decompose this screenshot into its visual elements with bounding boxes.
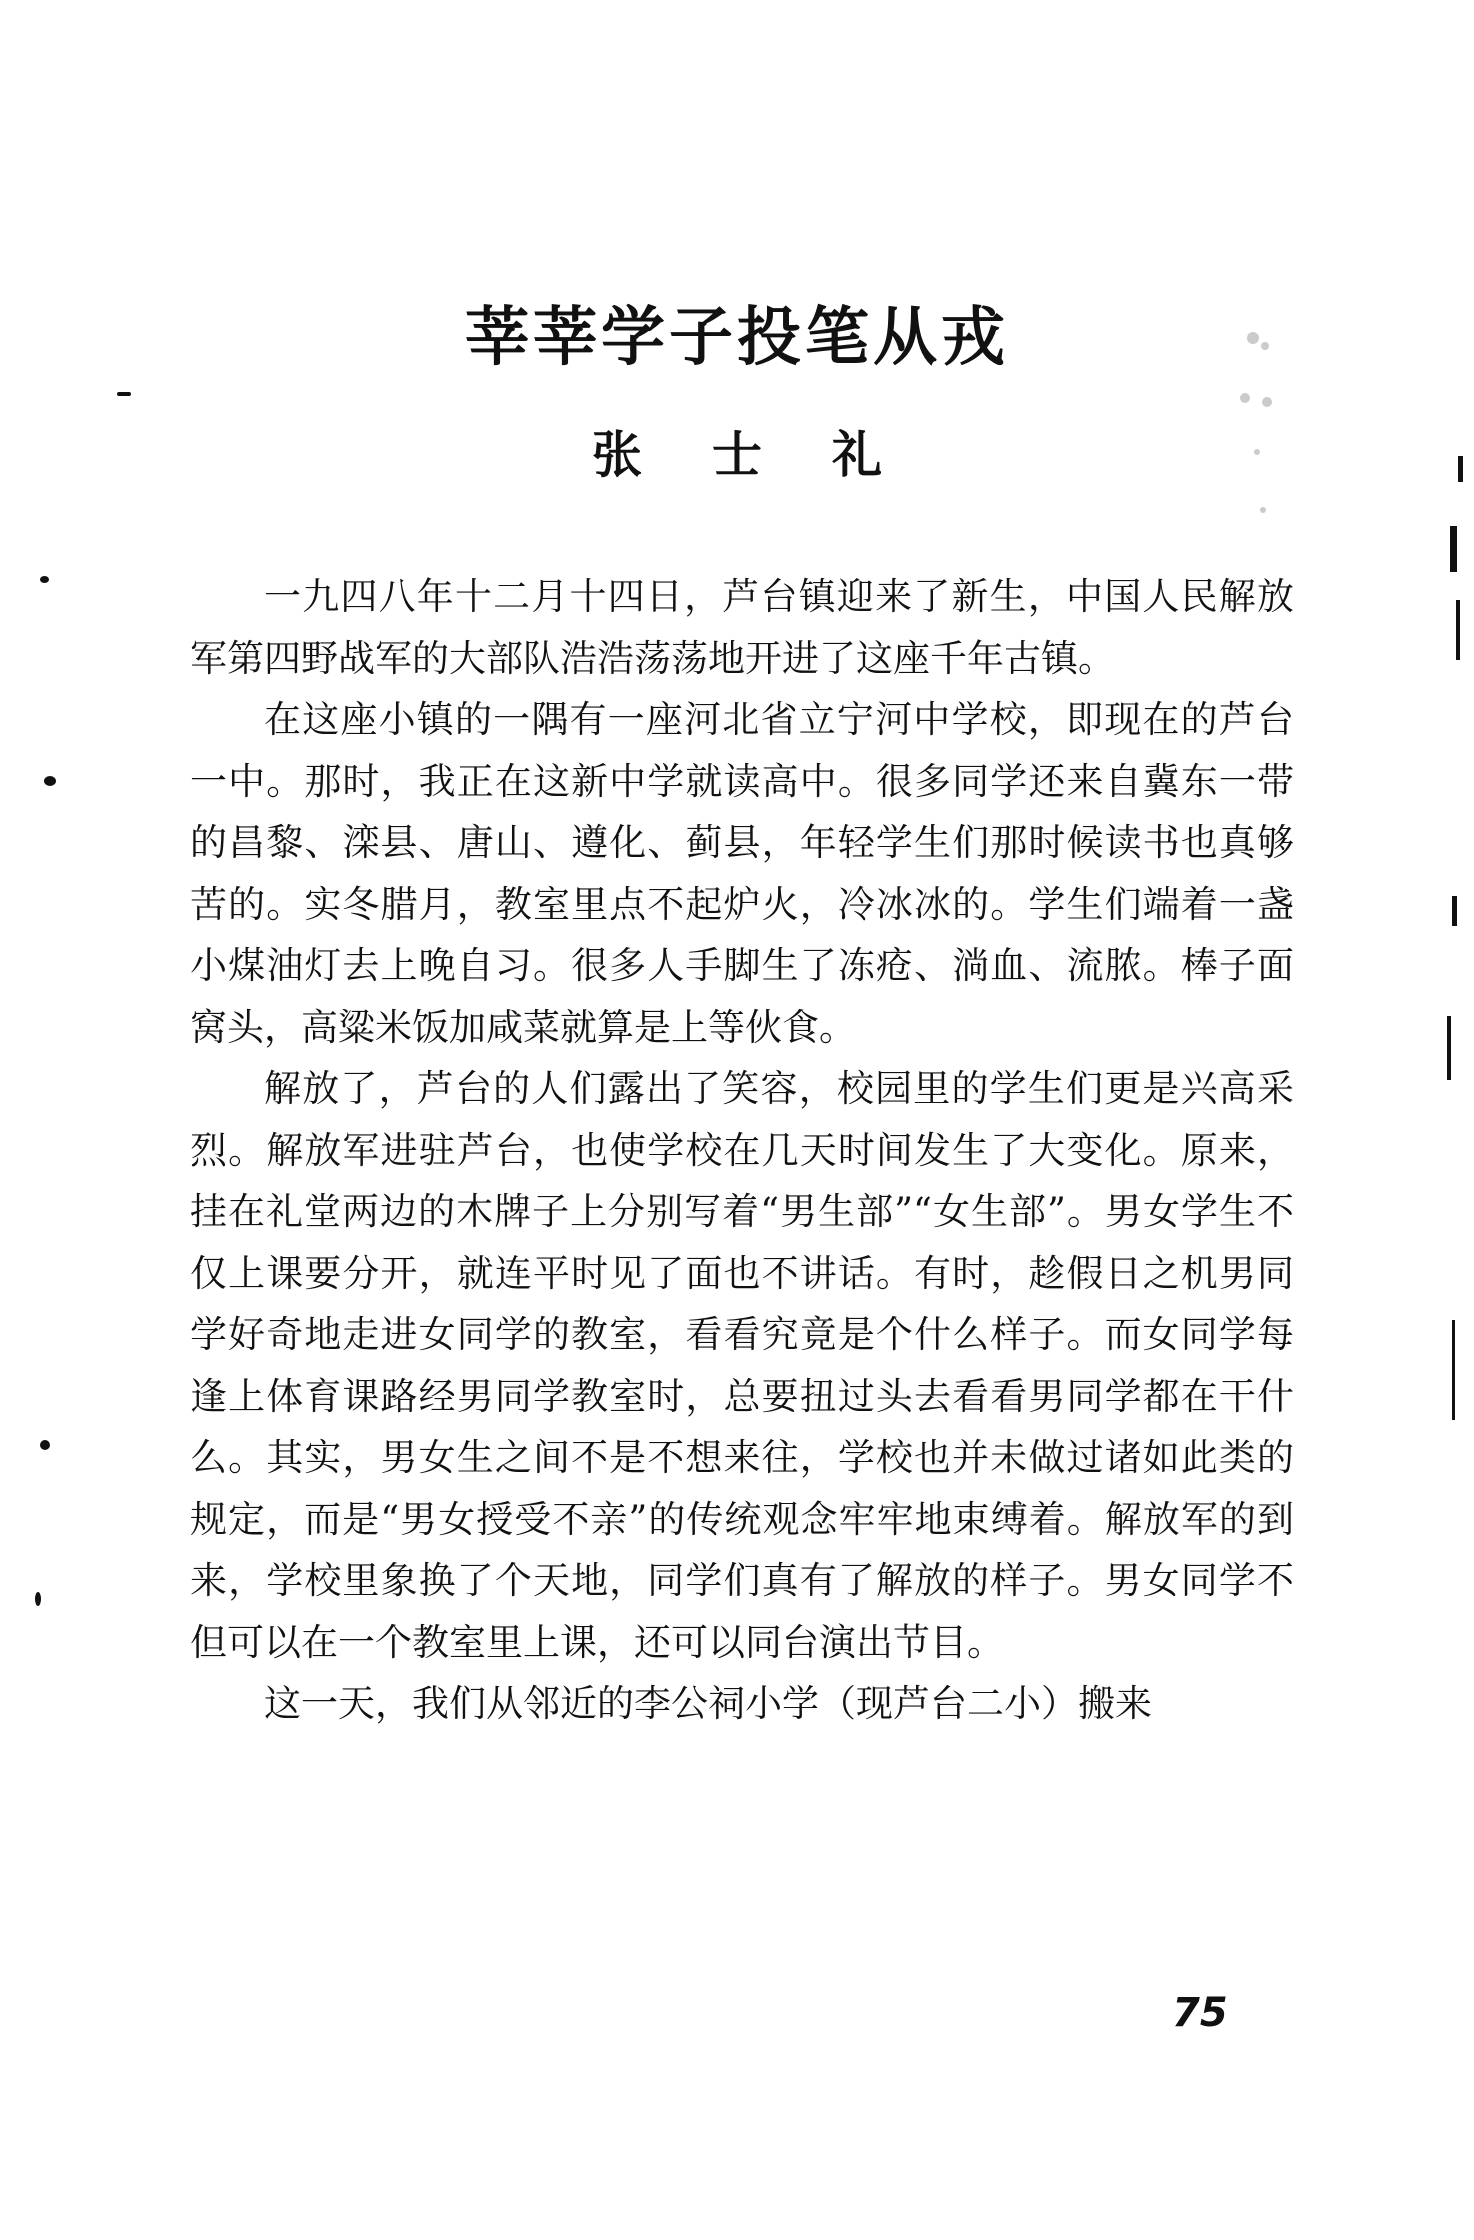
article-title: 莘莘学子投笔从戎 — [465, 301, 1009, 375]
paragraph: 在这座小镇的一隅有一座河北省立宁河中学校，即现在的芦台一中。那时，我正在这新中学就读高中。很多同学还来自冀东一带的昌黎、滦县、唐山、遵化、蓟县，年轻学生们那时候读书也真够苦的。实冬腊月，教室里点不起炉火，冷冰冰的。学生们端着一盏小煤油灯去上晚自习。很多人手脚生了冻疮、淌血、流脓。棒子面窝头，高粱米饭加咸菜就算是上等伙食。 — [190, 698, 1294, 1049]
scan-speck — [117, 392, 131, 396]
scan-edge-mark — [1452, 896, 1457, 926]
page-number: 75 — [1172, 1990, 1228, 2036]
faint-stamp-mark — [1205, 310, 1295, 530]
scan-edge-mark — [1452, 1320, 1455, 1420]
scan-edge-mark — [1450, 526, 1457, 572]
scan-speck — [40, 576, 49, 583]
paragraph: 解放了，芦台的人们露出了笑容，校园里的学生们更是兴高采烈。解放军进驻芦台，也使学校在几天时间发生了大变化。原来，挂在礼堂两边的木牌子上分别写着“男生部”“女生部”。男女学生不仅上课要分开，就连平时见了面也不讲话。有时，趁假日之机男同学好奇地走进女同学的教室，看看究竟是个什么样子。而女同学每逢上体育课路经男同学教室时，总要扭过头去看看男同学都在干什么。其实，男女生之间不是不想来往，学校也并未做过诸如此类的规定，而是“男女授受不亲”的传统观念牢牢地束缚着。解放军的到来，学校里象换了个天地，同学们真有了解放的样子。男女同学不但可以在一个教室里上课，还可以同台演出节目。 — [190, 1067, 1294, 1664]
article-body — [190, 566, 1294, 1735]
paragraph: 一九四八年十二月十四日，芦台镇迎来了新生，中国人民解放军第四野战军的大部队浩浩荡荡地开进了这座千年古镇。 — [190, 575, 1294, 680]
scan-edge-mark — [1456, 600, 1460, 660]
scan-edge-mark — [1458, 456, 1463, 482]
scan-edge-mark — [1447, 1016, 1451, 1080]
scan-speck — [44, 776, 56, 786]
scan-speck — [40, 1440, 50, 1450]
author-name: 张士礼 — [592, 425, 952, 484]
scan-speck — [35, 1592, 41, 1606]
paragraph: 这一天，我们从邻近的李公祠小学（现芦台二小）搬来 — [264, 1682, 1152, 1725]
